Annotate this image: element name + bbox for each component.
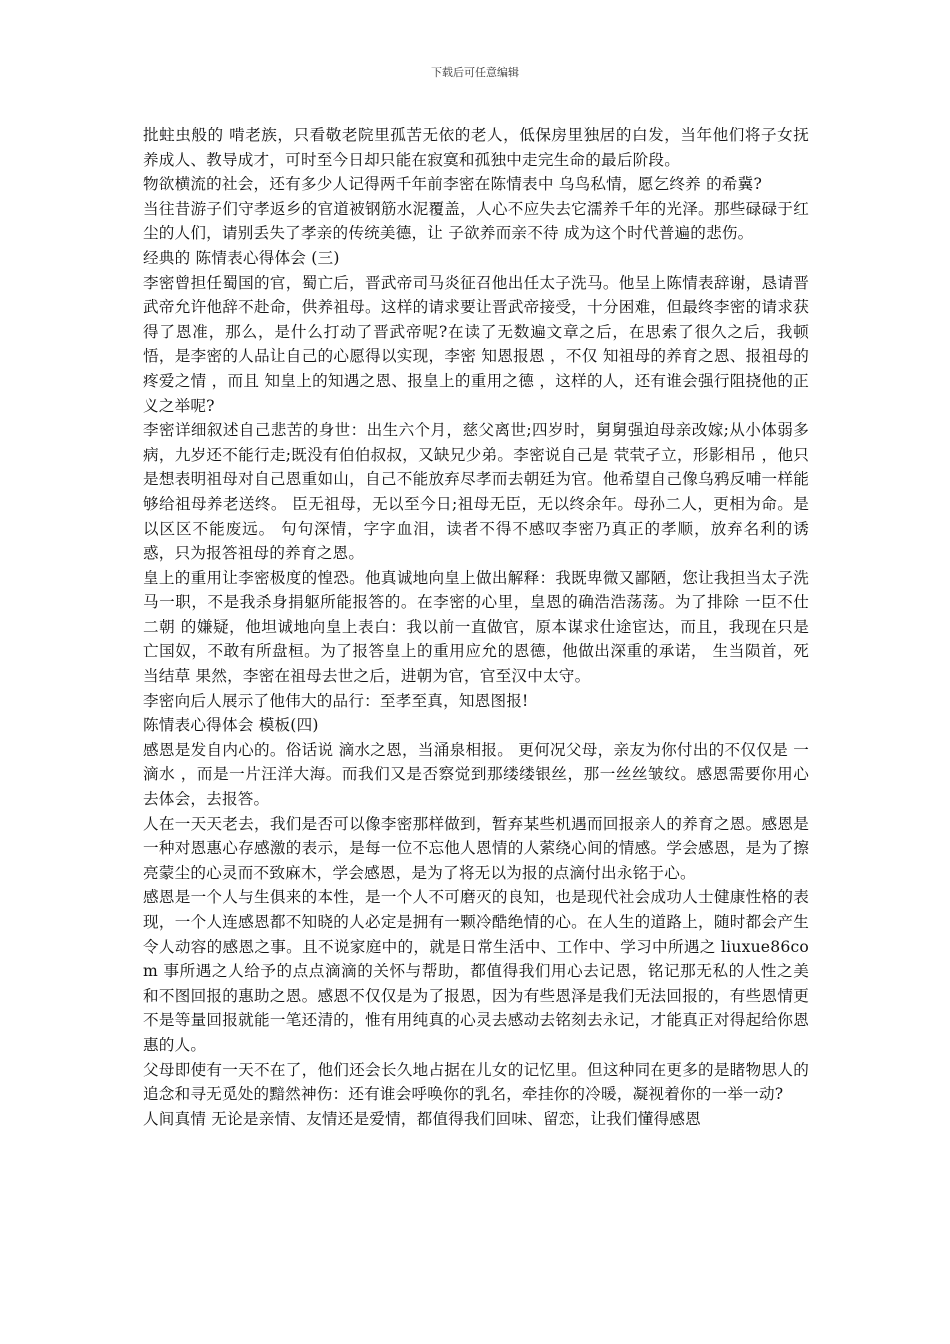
paragraph: 李密曾担任蜀国的官，蜀亡后，晋武帝司马炎征召他出任太子洗马。他呈上陈情表辞谢，恳请晋武帝允许他辞不赴命，供养祖母。这样的请求要让晋武帝接受，十分困难，但最终李密的请求获得了恩准，那么，是什么打动了晋武帝呢?在读了无数遍文章之后，在思索了很久之后，我顿悟，是李密的人品让自己的心愿得以实现，李密 知恩报恩 ，不仅 知祖母的养育之恩、报祖母的疼爱之情 ，而且 知皇上的知遇之恩、报皇上的重用之德 ，这样的人，还有谁会强行阻挠他的正义之举呢? [143,273,809,415]
section-heading: 陈情表心得体会 模板(四) [143,716,319,735]
paragraph: 当往昔游子们守孝返乡的官道被钢筋水泥覆盖，人心不应失去它濡养千年的光泽。那些碌碌于红尘的人们，请别丢失了孝亲的传统美德，让 子欲养而亲不待 成为这个时代普遍的悲伤。 [143,199,809,243]
document-body [143,123,809,1131]
paragraph: 批蛀虫般的 啃老族，只看敬老院里孤苦无依的老人，低保房里独居的白发，当年他们将子女抚养成人、教导成才，可时至今日却只能在寂寞和孤独中走完生命的最后阶段。 [143,126,809,169]
paragraph: 李密详细叙述自己悲苦的身世：出生六个月，慈父离世;四岁时，舅舅强迫母亲改嫁;从小体弱多病，九岁还不能行走;既没有伯伯叔叔，又缺兄少弟。李密说自己是 茕茕孑立，形影相吊 ，他只是想表明祖母对自己恩重如山，自己不能放弃尽孝而去朝廷为官。他希望自己像乌鸦反哺一样能够给祖母养老送终。 臣无祖母，无以至今日;祖母无臣，无以终余年。母孙二人，更相为命。是以区区不能废远。 句句深情，字字血泪，读者不得不感叹李密乃真正的孝顺，放弃名利的诱惑，只为报答祖母的养育之恩。 [143,421,809,563]
paragraph: 李密向后人展示了他伟大的品行：至孝至真，知恩图报! [143,691,529,710]
paragraph: 物欲横流的社会，还有多少人记得两千年前李密在陈情表中 乌鸟私情，愿乞终养 的希冀? [143,175,763,194]
paragraph: 皇上的重用让李密极度的惶恐。他真诚地向皇上做出解释：我既卑微又鄙陋，您让我担当太子洗马一职，不是我杀身捐躯所能报答的。在李密的心里，皇恩的确浩浩荡荡。为了排除 一臣不仕二朝 的嫌疑，他坦诚地向皇上表白：我以前一直做官，原本谋求仕途宦达，而且，我现在只是亡国奴，不敢有所盘桓。为了报答皇上的重用应允的恩德，他做出深重的承诺， 生当陨首，死当结草 果然，李密在祖母去世之后，进朝为官，官至汉中太守。 [143,568,809,686]
paragraph: 人间真情 无论是亲情、友情还是爱情，都值得我们回味、留恋，让我们懂得感恩 [143,1109,701,1128]
section-heading: 经典的 陈情表心得体会 (三) [143,248,340,267]
paragraph: 人在一天天老去，我们是否可以像李密那样做到，暂弃某些机遇而回报亲人的养育之恩。感恩是一种对恩惠心存感激的表示，是每一位不忘他人恩情的人萦绕心间的情感。学会感恩，是为了擦亮蒙尘的心灵而不致麻木，学会感恩，是为了将无以为报的点滴付出永铭于心。 [143,814,809,882]
paragraph: 感恩是一个人与生俱来的本性，是一个人不可磨灭的良知，也是现代社会成功人士健康性格的表现，一个人连感恩都不知晓的人必定是拥有一颗冷酷绝情的心。在人生的道路上，随时都会产生令人动容的感恩之事。且不说家庭中的，就是日常生活中、工作中、学习中所遇之 liuxue86com 事所遇之人给予的点点滴滴的关怀与帮助，都值得我们用心去记恩，铭记那无私的人性之美和不图回报的惠助之恩。感恩不仅仅是为了报恩，因为有些恩泽是我们无法回报的，有些恩情更不是等量回报就能一笔还清的，惟有用纯真的心灵去感动去铭刻去永记，才能真正对得起给你恩惠的人。 [143,888,809,1054]
page-header: 下载后可任意编辑 [431,66,519,79]
paragraph: 父母即使有一天不在了，他们还会长久地占据在儿女的记忆里。但这种同在更多的是睹物思人的追念和寻无觅处的黯然神伤：还有谁会呼唤你的乳名，牵挂你的冷暖，凝视着你的一举一动? [143,1060,809,1104]
paragraph: 感恩是发自内心的。俗话说 滴水之恩，当涌泉相报。 更何况父母，亲友为你付出的不仅仅是 一滴水 ，而是一片汪洋大海。而我们又是否察觉到那缕缕银丝，那一丝丝皱纹。感恩需要你用心去体会，去报答。 [143,740,809,809]
